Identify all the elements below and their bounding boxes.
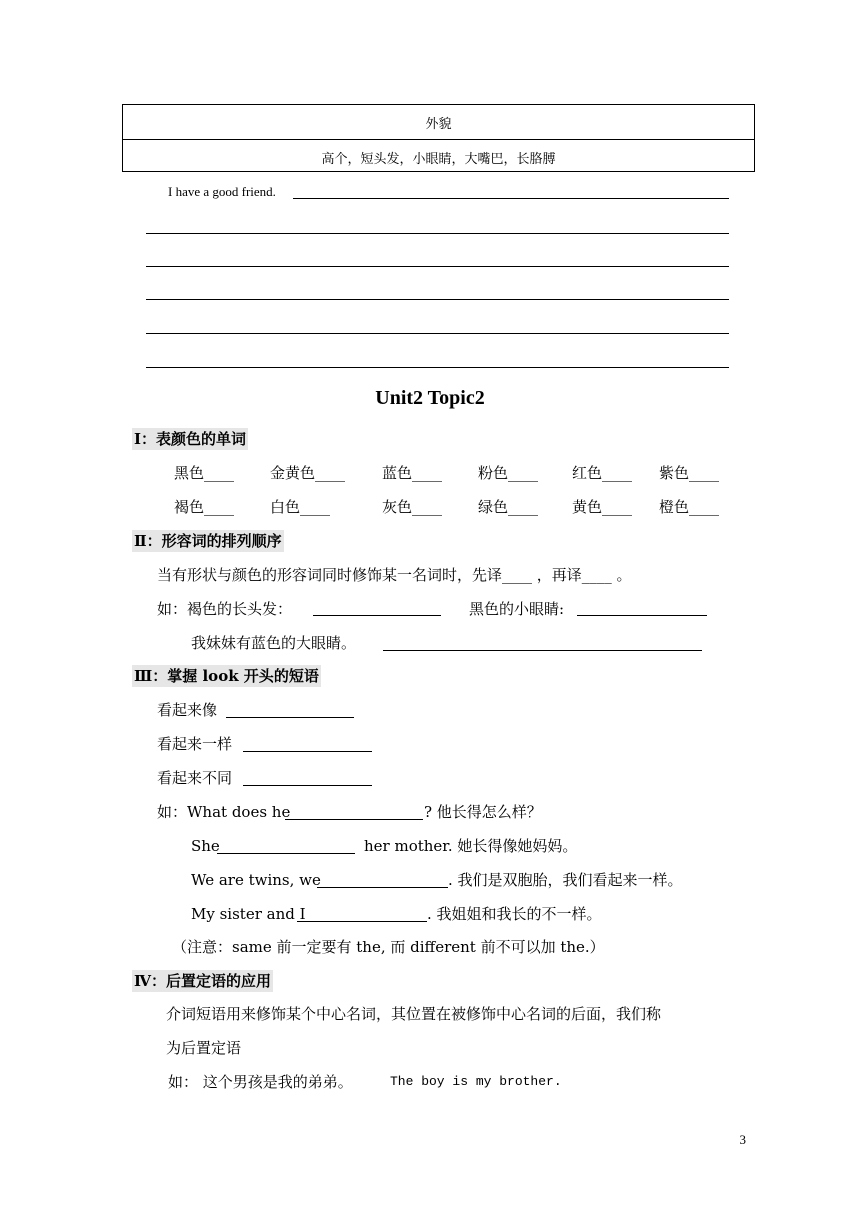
answer-blank <box>297 921 427 922</box>
color-word: 灰色____ <box>382 498 443 516</box>
writing-line <box>146 266 729 267</box>
color-word: 橙色____ <box>659 498 720 516</box>
paragraph-line: 介词短语用来修饰某个中心名词，其位置在被修饰中心名词的后面，我们称 <box>166 1005 662 1023</box>
answer-blank <box>313 615 441 616</box>
answer-blank <box>226 717 354 718</box>
answer-blank <box>217 853 355 854</box>
phrase-prompt: 看起来一样 <box>157 735 233 753</box>
section2-heading: Ⅱ：形容词的排列顺序 <box>134 532 282 550</box>
example-sentence: She <box>191 837 220 855</box>
color-word: 白色____ <box>270 498 331 516</box>
answer-blank <box>243 751 372 752</box>
unit-title: Unit2 Topic2 <box>375 387 485 409</box>
table-content: 高个，短头发，小眼睛，大嘴巴，长胳膊 <box>123 139 754 174</box>
writing-line <box>146 333 729 334</box>
answer-blank <box>285 819 423 820</box>
adjective-order-rule: 当有形状与颜色的形容词同时修饰某一名词时，先译____ ，再译____ 。 <box>157 566 632 584</box>
example-sentence: We are twins, we <box>191 871 321 889</box>
paragraph-line: 为后置定语 <box>166 1039 242 1057</box>
appearance-table <box>122 104 755 172</box>
example-label: 如： 这个男孩是我的弟弟。 <box>168 1073 353 1091</box>
phrase-prompt: 看起来像 <box>157 701 218 719</box>
note: （注意：same 前一定要有 the, 而 different 前不可以加 the.） <box>172 938 605 956</box>
section4-heading: Ⅳ：后置定语的应用 <box>134 972 272 990</box>
color-word: 红色____ <box>572 464 633 482</box>
example-sentence: . 我们是双胞胎，我们看起来一样。 <box>448 871 683 889</box>
example-sentence: My sister and I <box>191 905 306 923</box>
color-word: 黑色____ <box>174 464 235 482</box>
example-sentence: 如：What does he <box>157 803 291 821</box>
writing-prompt: I have a good friend. <box>168 184 276 199</box>
writing-line <box>146 233 729 234</box>
example-sentence: her mother. 她长得像她妈妈。 <box>364 837 578 855</box>
color-word: 紫色____ <box>659 464 720 482</box>
writing-line <box>146 299 729 300</box>
section1-heading: Ⅰ：表颜色的单词 <box>134 430 247 448</box>
example-label: 黑色的小眼睛: <box>469 600 565 618</box>
writing-line <box>146 367 729 368</box>
example-label: 我妹妹有蓝色的大眼睛。 <box>191 634 357 652</box>
answer-blank <box>317 887 448 888</box>
color-word: 褐色____ <box>174 498 235 516</box>
writing-line <box>293 198 729 199</box>
example-sentence: . 我姐姐和我长的不一样。 <box>427 905 602 923</box>
section3-heading: Ⅲ：掌握 look 开头的短语 <box>134 667 319 685</box>
color-word: 黄色____ <box>572 498 633 516</box>
answer-blank <box>383 650 702 651</box>
page-number: 3 <box>739 1132 746 1147</box>
example-sentence: ? 他长得怎么样？ <box>424 803 542 821</box>
answer-blank <box>243 785 372 786</box>
phrase-prompt: 看起来不同 <box>157 769 233 787</box>
color-word: 蓝色____ <box>382 464 443 482</box>
table-header: 外貌 <box>425 116 452 132</box>
color-word: 绿色____ <box>478 498 539 516</box>
example-english: The boy is my brother. <box>390 1074 562 1089</box>
color-word: 金黄色____ <box>270 464 346 482</box>
color-word: 粉色____ <box>478 464 539 482</box>
answer-blank <box>577 615 707 616</box>
example-label: 如：褐色的长头发： <box>157 600 293 618</box>
